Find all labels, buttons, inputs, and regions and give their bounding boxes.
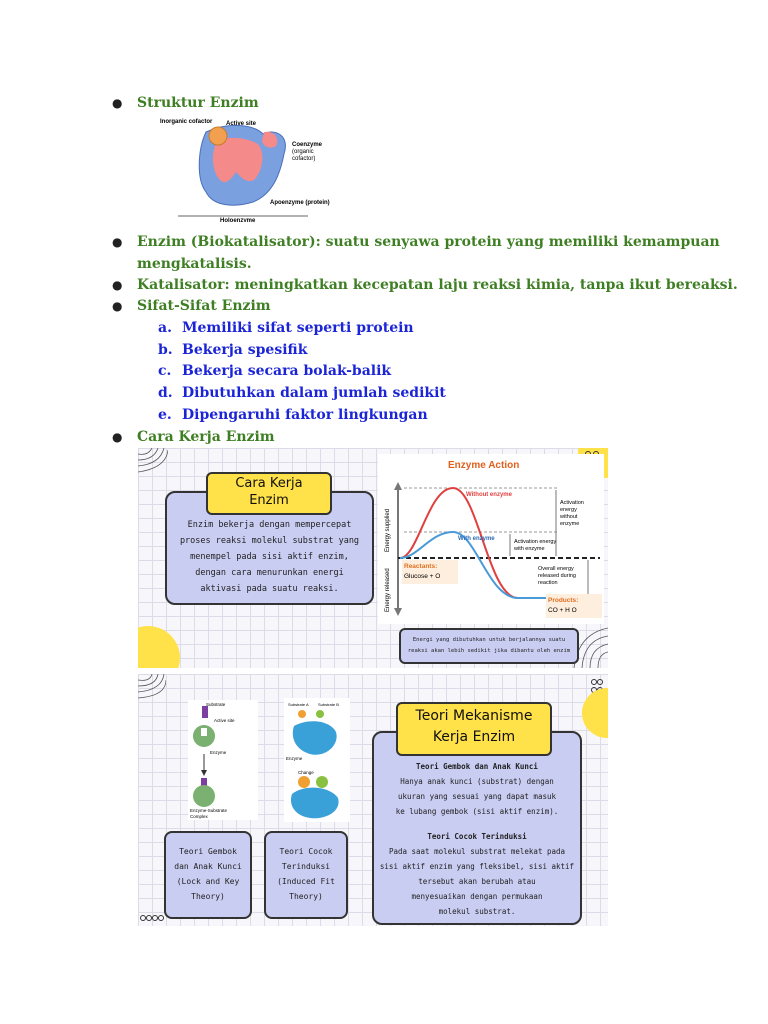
svg-text:Activation: Activation [560,500,584,506]
yellow-circle-decoration [138,626,180,668]
corner-lines-decoration [138,448,168,478]
graph-title: Enzyme Action [448,460,520,471]
bullet-text: Sifat-Sifat Enzim [137,298,271,314]
lock-and-key-figure [188,700,258,820]
note-line: reaksi akan lebih sedikit jika dibantu oleh enzim [407,648,571,654]
sifat-item-e: e. Dipengaruhi faktor lingkungan [158,407,428,423]
svg-text:Enzyme: Enzyme [286,756,303,761]
sifat-item-c: c. Bekerja secara bolak-balik [158,363,392,379]
svg-text:Overall energy: Overall energy [538,566,574,572]
svg-text:with enzyme: with enzyme [514,546,545,552]
yellow-circle-decoration [582,688,608,738]
corner-lines-decoration [138,674,166,706]
bullet-text: Katalisator: meningkatkan kecepatan laju reaksi kimia, tanpa ikut bereaksi. [137,277,738,293]
label-inorganic: Inorganic cofactor [160,119,213,125]
label-holoenzyme: Holoenzyme [220,218,256,222]
svg-text:reaction: reaction [538,580,558,586]
note-line: Energi yang dibutuhkan untuk berjalannya suatu [412,637,566,643]
sifat-item-a: a. Memiliki sifat seperti protein [158,320,414,336]
svg-text:Substrate: Substrate [206,702,226,707]
svg-text:released during: released during [538,573,576,579]
label-apoenzyme: Apoenzyme (protein) [270,200,330,206]
dots-row-decoration [140,914,166,922]
sifat-item-b: b. Bekerja spesifik [158,342,308,358]
svg-text:Activation energy: Activation energy [514,539,557,545]
svg-text:Complex: Complex [190,814,208,819]
bullet-text: Enzim (Biokatalisator): suatu senyawa protein yang memiliki kemampuan [137,234,720,250]
co2-label: CO + H O [548,607,577,614]
energy-supplied-label: Energy supplied [385,508,391,552]
desc-line: dengan cara menurunkan energi [195,568,344,578]
enzyme-structure-figure [158,114,340,222]
glucose-label: Glucose + O [404,573,441,580]
slide-cara-kerja [138,448,608,668]
bullet-text: Struktur Enzim [137,95,259,111]
without-enzyme-label: Without enzyme [466,492,512,498]
bullet-text-cont: mengkatalisis. [137,256,252,272]
label-active-site: Active site [226,121,257,127]
products-label: Products: [548,597,579,604]
cocok-heading: Teori Cocok Terinduksi [427,832,527,841]
lock-key-theory-box: Teori Gembok dan Anak Kunci (Lock and Key Theory) [164,831,252,919]
induced-fit-theory-box: Teori Cocok Terinduksi (Induced Fit Theory) [264,831,348,919]
with-enzyme-label: With enzyme [458,536,495,542]
reactants-label: Reactants: [404,563,438,570]
induced-fit-figure [284,698,350,822]
desc-line: proses reaksi molekul substrat yang [179,536,360,546]
bullet-dot: ● [112,299,123,313]
svg-text:Enzyme-Substrate: Enzyme-Substrate [190,808,228,813]
bullet-dot: ● [112,278,123,292]
bullet-dot: ● [112,96,123,110]
svg-text:without: without [560,514,578,520]
label-coenzyme-3: cofactor) [292,156,316,162]
svg-text:Change: Change [298,770,314,775]
svg-text:Active site: Active site [214,718,235,723]
svg-text:energy: energy [560,507,577,513]
slide-teori-mekanisme [138,674,608,926]
svg-text:Substrate A: Substrate A [288,702,309,707]
sifat-item-d: d. Dibutuhkan dalam jumlah sedikit [158,385,446,401]
energy-released-label: Energy released [385,568,391,612]
svg-text:Substrate B: Substrate B [318,702,339,707]
desc-line: menempel pada sisi aktif enzim, [190,552,349,562]
svg-text:enzyme: enzyme [560,521,580,527]
cara-kerja-title: Cara Kerja Enzim [206,472,332,515]
svg-text:Enzyme: Enzyme [210,750,227,755]
bullet-dot: ● [112,430,123,444]
teori-description-box: Teori Gembok dan Anak Kunci Hanya anak kunci (substrat) dengan ukuran yang sesuai yang dapat masuk ke lubang gembok (sisi aktif enzim). Teori Cocok Terinduksi Pada saat molekul substrat melekat pada sisi aktif enzim yang fleksibel, sisi aktif tersebut akan berubah atau menyesuaikan dengan permukaan molekul substrat. [372,731,582,925]
graph-note-box [399,628,579,664]
desc-line: aktivasi pada suatu reaksi. [200,584,339,594]
teori-title: Teori Mekanisme Kerja Enzim [396,702,552,756]
bullet-text: Cara Kerja Enzim [137,429,275,445]
label-coenzyme-2: (organic [292,149,314,155]
gembok-heading: Teori Gembok dan Anak Kunci [416,762,538,771]
bullet-dot: ● [112,235,123,249]
desc-line: Enzim bekerja dengan mempercepat [187,520,352,530]
enzyme-action-graph [378,454,604,624]
label-coenzyme: Coenzyme [292,142,323,148]
